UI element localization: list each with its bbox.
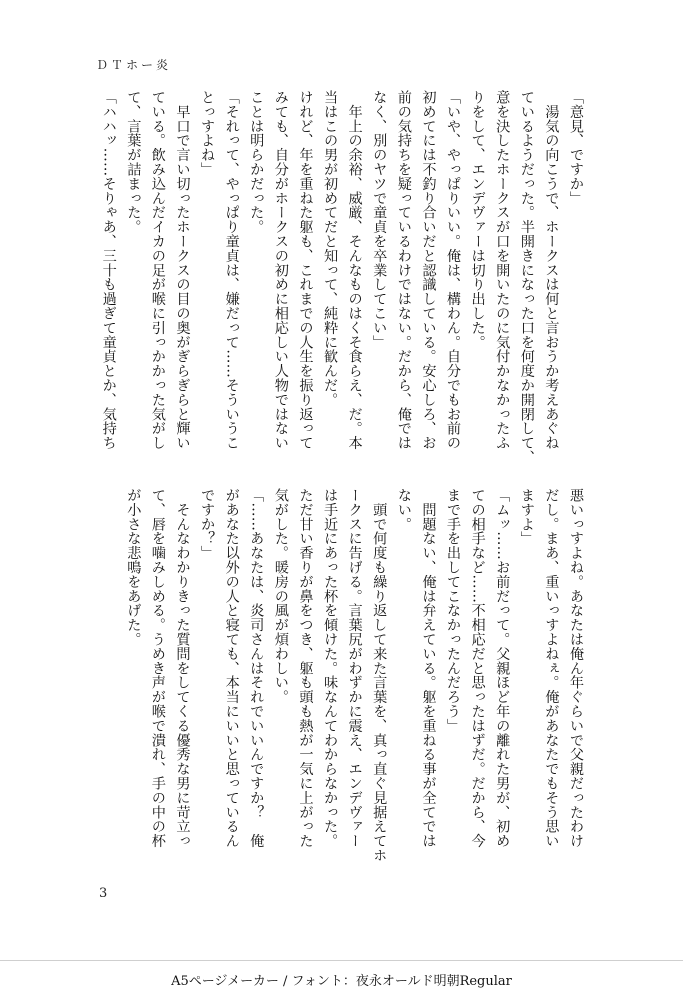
footer-credit: A5ページメーカー / フォント：夜永オールド明朝Regular	[171, 974, 512, 989]
text-line: そんなわかりきった質問をしてくる優秀な男に苛立っ	[174, 488, 191, 848]
text-line: ての相手など……不相応だと思ったはずだ。だから、今	[469, 488, 486, 848]
text-line: 年上の余裕、威厳、そんなものはくそ食らえ、だ。本	[346, 90, 363, 450]
text-line: 悪いっすよね。あなたは俺ん年ぐらいで父親だったわけ	[568, 488, 584, 848]
text-line: 前の気持ちを疑っているわけではない。だから、俺では	[395, 90, 412, 450]
text-line: 意を決したホークスが口を開いたのに気付かなかったふ	[494, 90, 511, 450]
text-line: りをして、エンデヴァーは切り出した。	[469, 90, 486, 350]
text-line: とっすよね」	[199, 90, 216, 177]
text-line: 初めてには不釣り合いだと認識している。安心しろ、お	[420, 90, 437, 450]
text-line: が小さな悲鳴をあげた。	[125, 488, 142, 647]
footer-divider	[0, 960, 683, 961]
text-line: 湯気の向こうで、ホークスは何と言おうか考えあぐね	[543, 90, 560, 450]
text-line: ない。	[395, 488, 412, 532]
text-line: ークスに告げる。言葉尻がわずかに震え、エンデヴァー	[346, 488, 363, 848]
text-line: は手近にあった杯を傾けた。味なんてわからなかった。	[322, 488, 339, 848]
text-line: みても、自分がホークスの初めに相応しい人物ではない	[272, 90, 289, 450]
text-line: 「意見、ですか」	[568, 90, 584, 206]
text-line: 頭で何度も繰り返して来た言葉を、真っ直ぐ見据えてホ	[371, 488, 388, 863]
text-line: 気がした。暖房の風が煩わしい。	[272, 488, 289, 704]
running-header: ＤＴホー炎	[96, 58, 172, 72]
text-line: ただ甘い香りが鼻をつき、躯も頭も熱が一気に上がった	[297, 488, 314, 848]
text-block-bottom	[121, 488, 588, 898]
text-line: 「いや、やっぱりいい。俺は、構わん。自分でもお前の	[445, 90, 462, 450]
text-line: けれど、年を重ねた躯も、これまでの人生を振り返って	[297, 90, 314, 450]
text-line: ている。飲み込んだイカの足が喉に引っかかった気がし	[149, 90, 166, 450]
page-number: 3	[99, 886, 108, 901]
text-line: て、言葉が詰まった。	[125, 90, 142, 234]
text-line: なく、別のヤツで童貞を卒業してこい」	[371, 90, 388, 350]
text-line: 「ムッ……お前だって。父親ほど年の離れた男が、初め	[494, 488, 511, 848]
text-line: まで手を出してこなかったんだろう」	[445, 488, 462, 733]
text-line: があなた以外の人と寝ても、本当にいいと思っているん	[223, 488, 240, 848]
text-line: 早口で言い切ったホークスの目の奥がぎらぎらと輝い	[174, 90, 191, 450]
text-block-top	[96, 90, 588, 490]
text-line: ているようだった。半開きになった口を何度か開閉して、	[518, 90, 535, 465]
text-line: 「それって、やっぱり童貞は、嫌だって……そういうこ	[223, 90, 240, 450]
text-line: ますよ」	[518, 488, 535, 546]
text-line: 問題ない、俺は弁えている。躯を重ねる事が全てでは	[420, 488, 437, 848]
text-line: だし。まあ、重いっすよねぇ。俺があなたでもそう思い	[543, 488, 560, 848]
text-line: 「……あなたは、炎司さんはそれでいいんですか？ 俺	[248, 488, 265, 848]
text-line: 「ハハッ……そりゃあ、三十も過ぎて童貞とか、気持ち	[100, 90, 117, 450]
text-line: ことは明らかだった。	[248, 90, 265, 234]
text-line: ですか？」	[199, 488, 216, 560]
text-line: 当はこの男が初めてだと知って、純粋に歓んだ。	[322, 90, 339, 407]
text-line: て、唇を噛みしめる。うめき声が喉で潰れ、手の中の杯	[149, 488, 166, 848]
